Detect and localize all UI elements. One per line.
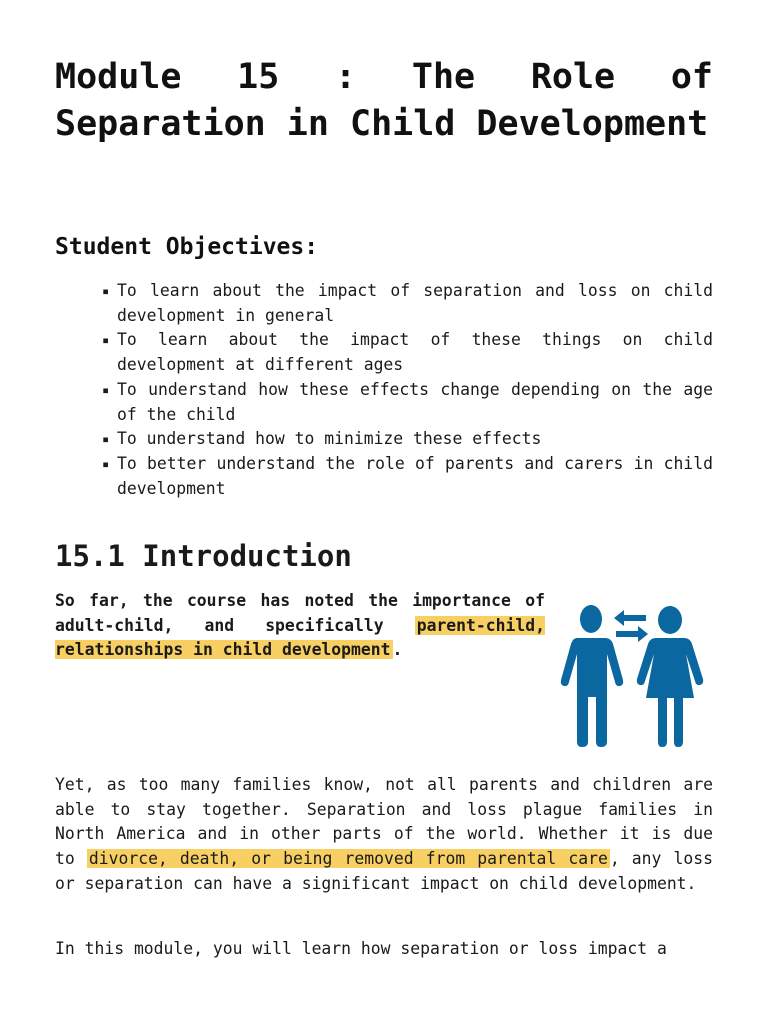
- list-item: [102, 452, 713, 501]
- paragraph-text: Yet, as too many families know, not all parents and children are able to stay together. Separation and loss plague families in North America and in other parts of the world. Whether it is due to: [55, 775, 713, 869]
- bullet-icon: ▪: [102, 284, 110, 298]
- highlighted-text: divorce, death, or being removed from parental care: [88, 849, 608, 869]
- bullet-icon: ▪: [102, 382, 110, 397]
- objectives-heading: Student Objectives:: [55, 234, 319, 260]
- parent-child-exchange-icon: [558, 602, 708, 750]
- objective-text: To understand how these effects change depending on the age of the child: [117, 379, 713, 424]
- highlighted-text: parent-child, relationships in child development: [55, 615, 545, 660]
- exchange-arrows-icon: [614, 610, 648, 642]
- intro-text-end: .: [392, 640, 403, 660]
- girl-figure-icon: [637, 606, 703, 747]
- list-item: [102, 279, 713, 328]
- section-heading-introduction: 15.1 Introduction: [55, 539, 352, 573]
- list-item: [102, 427, 713, 452]
- paragraph-text-end: , any loss or separation can have a significant impact on child development.: [55, 849, 713, 893]
- list-item: [102, 328, 713, 377]
- intro-paragraph: [55, 589, 545, 663]
- bullet-icon: ▪: [102, 333, 110, 348]
- module-title: Module 15 : The Role of Separation in Child Development: [55, 57, 713, 144]
- bullet-icon: ▪: [102, 456, 110, 471]
- objective-text: To understand how to minimize these effects: [117, 429, 542, 449]
- objective-text: To learn about the impact of separation and loss on child development in general: [117, 281, 713, 325]
- list-item: [102, 378, 713, 427]
- bullet-icon: ▪: [102, 432, 110, 447]
- boy-figure-icon: [561, 605, 623, 747]
- body-paragraph: [55, 773, 713, 897]
- objectives-list: [102, 279, 713, 501]
- objective-text: To better understand the role of parents and carers in child development: [117, 453, 713, 498]
- objective-text: To learn about the impact of these things on child development at different ages: [117, 330, 713, 375]
- body-paragraph: In this module, you will learn how separation or loss impact a: [55, 939, 667, 958]
- intro-text: So far, the course has noted the importance of adult-child, and specifically: [55, 591, 545, 635]
